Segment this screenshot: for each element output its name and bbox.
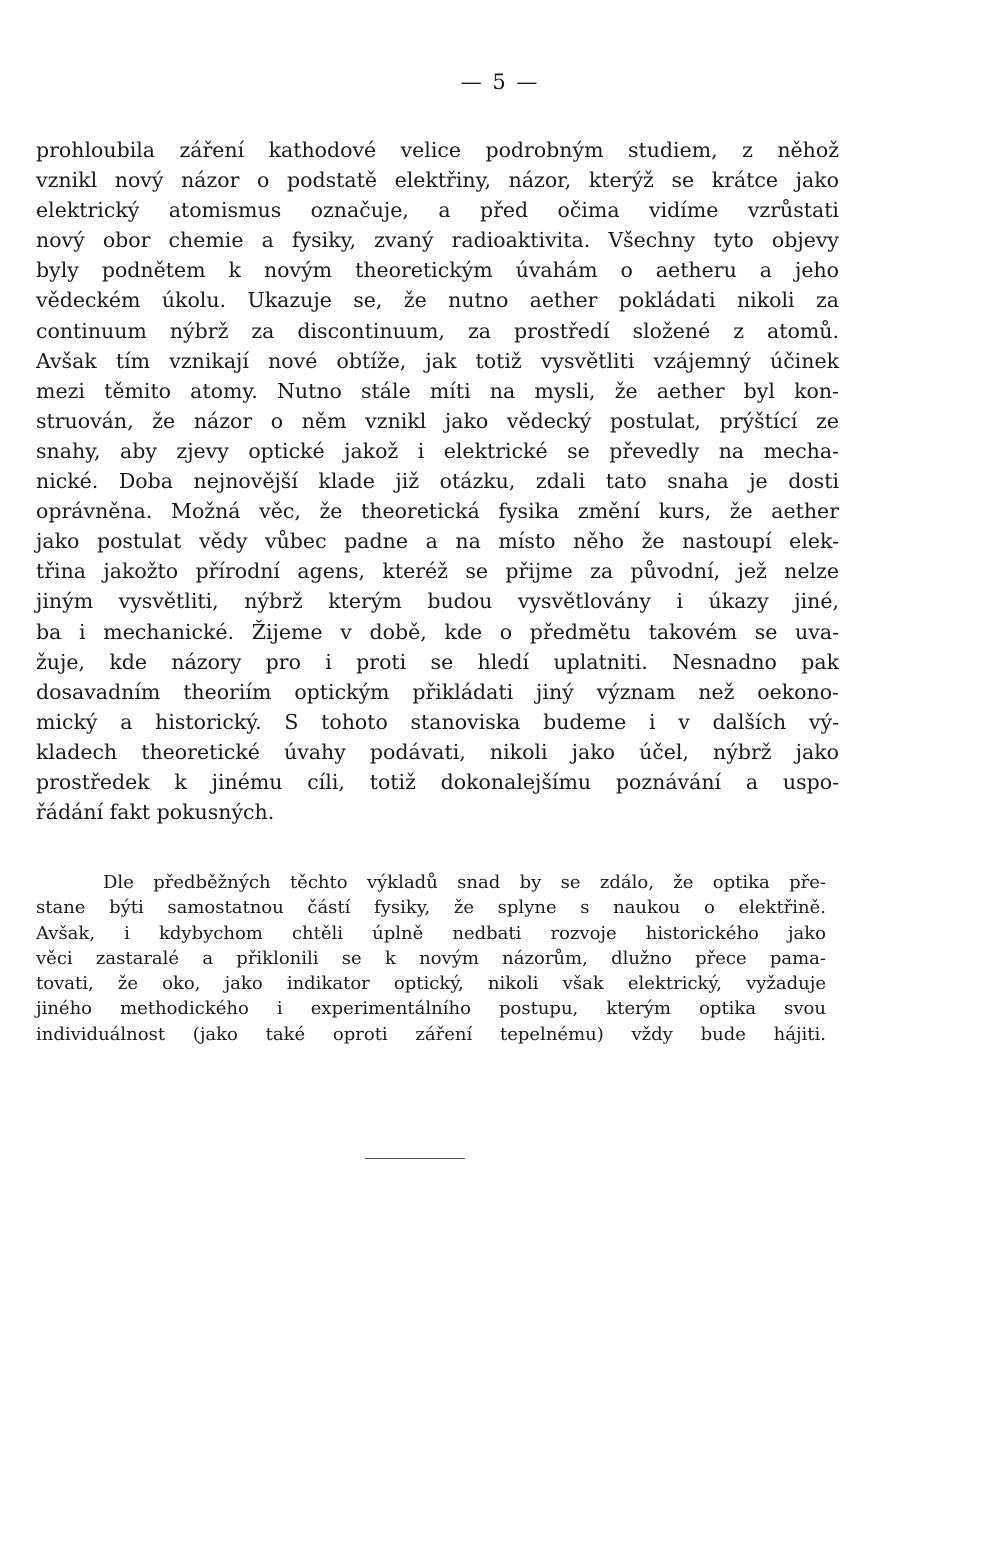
section-divider <box>365 1158 465 1159</box>
text-line: stane býti samostatnou částí fysiky, že splyne s naukou o elektřině. <box>36 897 826 919</box>
text-line: continuum nýbrž za discontinuum, za prostředí složené z atomů. <box>36 318 839 343</box>
text-line: nické. Doba nejnovější klade již otázku, zdali tato snaha je dosti <box>36 469 839 494</box>
text-line: jiného methodického i experimentálního postupu, kterým optika svou <box>36 998 826 1020</box>
text-line: tovati, že oko, jako indikator optický, nikoli však elektrický, vyžaduje <box>36 973 826 995</box>
text-line: snahy, aby zjevy optické jakož i elektrické se převedly na mecha- <box>36 438 839 463</box>
text-line: struován, že názor o něm vznikl jako vědecký postulat, prýštící ze <box>36 408 839 433</box>
text-line: kladech theoretické úvahy podávati, nikoli jako účel, nýbrž jako <box>36 739 839 764</box>
text-line: oprávněna. Možná věc, že theoretická fysika změní kurs, že aether <box>36 499 839 524</box>
text-line: věci zastaralé a přiklonili se k novým názorům, dlužno přece pama- <box>36 947 826 969</box>
text-line: byly podnětem k novým theoretickým úvahám o aetheru a jeho <box>36 258 839 283</box>
text-line: elektrický atomismus označuje, a před očima vidíme vzrůstati <box>36 198 839 223</box>
text-line: žuje, kde názory pro i proti se hledí uplatniti. Nesnadno pak <box>36 649 839 674</box>
text-line: prostředek k jinému cíli, totiž dokonalejšímu poznávání a uspo- <box>36 769 839 794</box>
text-line: Avšak, i kdybychom chtěli úplně nedbati rozvoje historického jako <box>36 922 826 944</box>
text-line: třina jakožto přírodní agens, kteréž se přijme za původní, jež nelze <box>36 559 839 584</box>
text-line: řádání fakt pokusných. <box>36 800 275 825</box>
text-line: dosavadním theoriím optickým přikládati jiný význam než oekono- <box>36 679 839 704</box>
main-paragraph <box>36 135 839 827</box>
text-line: vědeckém úkolu. Ukazuje se, že nutno aether pokládati nikoli za <box>36 288 839 313</box>
text-line: Dle předběžných těchto výkladů snad by se zdálo, že optika pře- <box>103 872 826 893</box>
text-line: mický a historický. S tohoto stanoviska budeme i v dalších vý- <box>36 709 839 734</box>
text-line: prohloubila záření kathodové velice podrobným studiem, z něhož <box>36 138 839 162</box>
small-paragraph <box>36 870 826 1047</box>
page-number: — 5 — <box>460 70 540 94</box>
text-line: jako postulat vědy vůbec padne a na místo něho že nastoupí elek- <box>36 529 839 554</box>
text-line: individuálnost (jako také oproti záření tepelnému) vždy bude hájiti. <box>36 1023 826 1045</box>
text-line: mezi těmito atomy. Nutno stále míti na mysli, že aether byl kon- <box>36 378 839 403</box>
text-line: nový obor chemie a fysiky, zvaný radioaktivita. Všechny tyto objevy <box>36 228 839 253</box>
text-line: vznikl nový názor o podstatě elektřiny, názor, kterýž se krátce jako <box>36 168 839 193</box>
text-line: ba i mechanické. Žijeme v době, kde o předmětu takovém se uva- <box>36 619 839 644</box>
text-line: jiným vysvětliti, nýbrž kterým budou vysvětlovány i úkazy jiné, <box>36 589 839 614</box>
text-line: Avšak tím vznikají nové obtíže, jak totiž vysvětliti vzájemný účinek <box>36 348 839 373</box>
